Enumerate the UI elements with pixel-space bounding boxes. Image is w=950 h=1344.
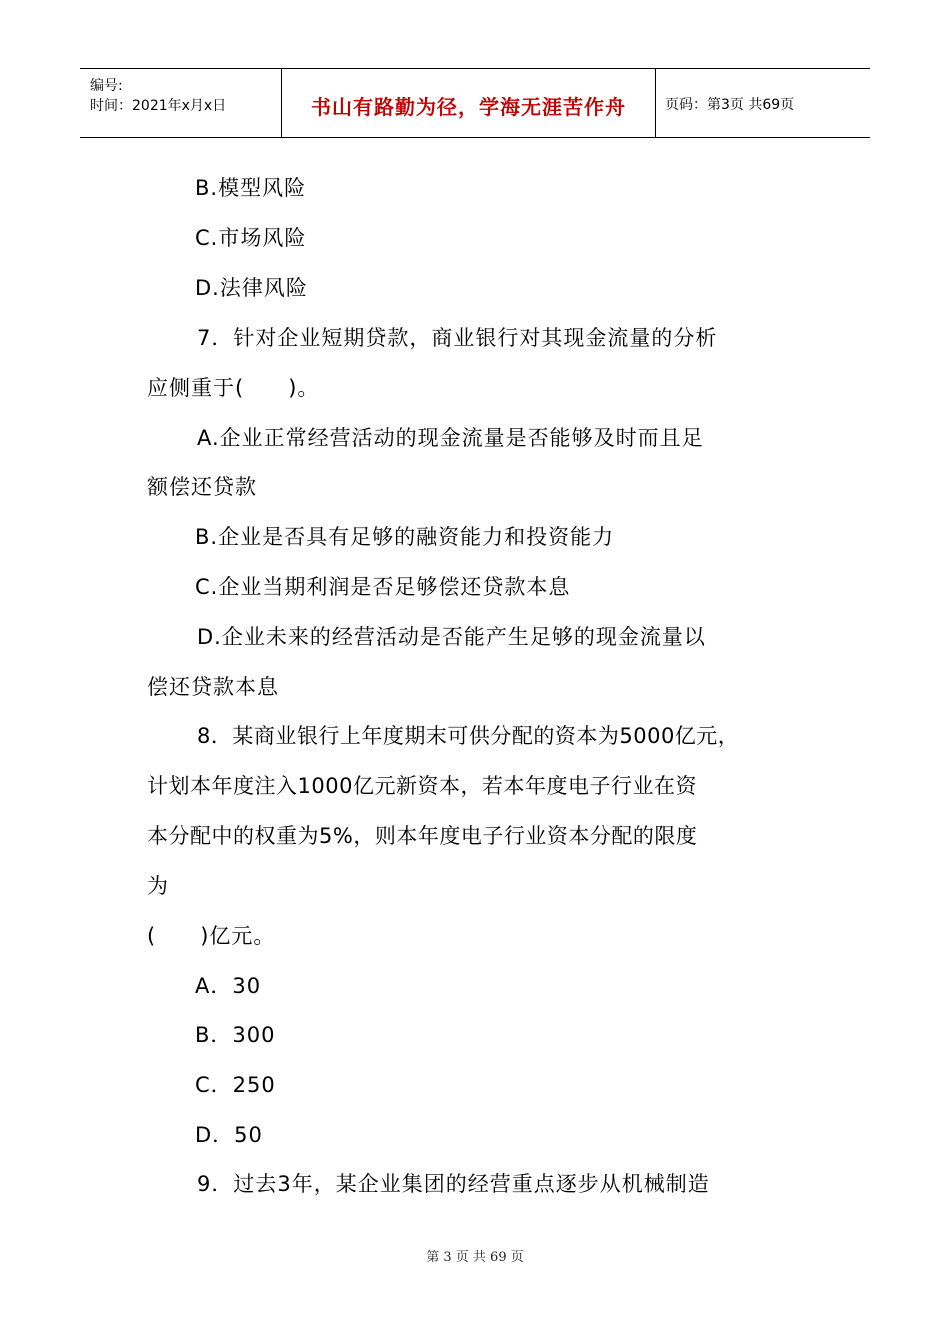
- header-page-cell: [655, 69, 870, 137]
- option-b-q6: B.模型风险: [195, 176, 307, 200]
- option-a-q7-line-1: A.企业正常经营活动的现金流量是否能够及时而且足: [197, 426, 704, 450]
- question-8-line-4: 为: [147, 874, 169, 898]
- question-8-line-1: 8．某商业银行上年度期末可供分配的资本为5000亿元，: [197, 724, 740, 748]
- option-d-q8: D．50: [195, 1123, 263, 1147]
- question-7-line-1: 7．针对企业短期贷款，商业银行对其现金流量的分析: [197, 326, 718, 350]
- time-label: 时间：2021年x月x日: [90, 98, 227, 114]
- option-c-q7: C.企业当期利润是否足够偿还贷款本息: [195, 575, 571, 599]
- question-8-line-3: 本分配中的权重为5%，则本年度电子行业资本分配的限度: [147, 824, 698, 848]
- option-a-q7-line-2: 额偿还贷款: [147, 475, 257, 499]
- option-d-q6: D.法律风险: [195, 276, 308, 300]
- option-d-q7-line-2: 偿还贷款本息: [147, 675, 279, 699]
- option-b-q8: B．300: [195, 1023, 276, 1047]
- page-footer: 第 3 页 共 69 页: [426, 1250, 524, 1265]
- option-d-q7-line-1: D.企业未来的经营活动是否能产生足够的现金流量以: [197, 625, 706, 649]
- question-7-line-2: 应侧重于( )。: [147, 376, 320, 400]
- option-b-q7: B.企业是否具有足够的融资能力和投资能力: [195, 525, 615, 549]
- page-header: [80, 68, 870, 138]
- question-8-line-5: ( )亿元。: [147, 924, 276, 948]
- number-label: 编号:: [90, 78, 123, 94]
- header-meta-cell: [80, 69, 280, 137]
- option-c-q6: C.市场风险: [195, 226, 307, 250]
- question-8-line-2: 计划本年度注入1000亿元新资本，若本年度电子行业在资: [147, 774, 697, 798]
- option-c-q8: C．250: [195, 1073, 276, 1097]
- page-code: 页码：第3页 共69页: [665, 97, 795, 113]
- motto-text: 书山有路勤为径，学海无涯苦作舟: [311, 95, 626, 119]
- question-9-line-1: 9．过去3年，某企业集团的经营重点逐步从机械制造: [197, 1172, 710, 1196]
- option-a-q8: A．30: [195, 974, 262, 998]
- header-motto-cell: [281, 69, 656, 137]
